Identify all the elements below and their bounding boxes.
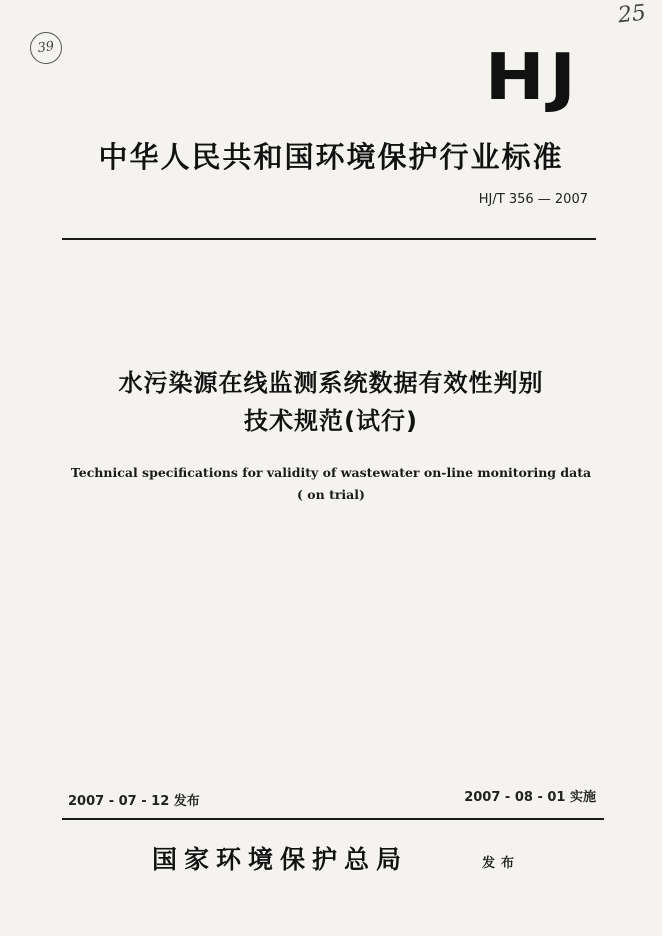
issue-date: 2007 - 07 - 12 发布 bbox=[68, 794, 200, 809]
english-title bbox=[0, 462, 662, 506]
publisher-name: 国家环境保护总局 bbox=[152, 845, 409, 874]
chinese-title-line-2: 技术规范(试行) bbox=[244, 407, 418, 435]
standard-code: HJ/T 356 — 2007 bbox=[478, 192, 588, 207]
top-divider bbox=[62, 238, 596, 240]
english-title-line-2: ( on trial) bbox=[297, 487, 365, 502]
bottom-divider bbox=[62, 818, 604, 820]
organization-title: 中华人民共和国环境保护行业标准 bbox=[98, 140, 564, 174]
hj-logo: HJ bbox=[484, 41, 580, 115]
english-title-line-1: Technical specifications for validity of wastewater on-line monitoring data bbox=[70, 465, 592, 480]
implementation-date: 2007 - 08 - 01 实施 bbox=[464, 790, 596, 805]
chinese-title bbox=[0, 364, 662, 440]
handwritten-corner-note: 25 bbox=[616, 0, 648, 29]
chinese-title-line-1: 水污染源在线监测系统数据有效性判别 bbox=[118, 369, 544, 397]
handwritten-circled-number: 39 bbox=[28, 30, 64, 66]
publisher-action: 发布 bbox=[482, 856, 521, 871]
